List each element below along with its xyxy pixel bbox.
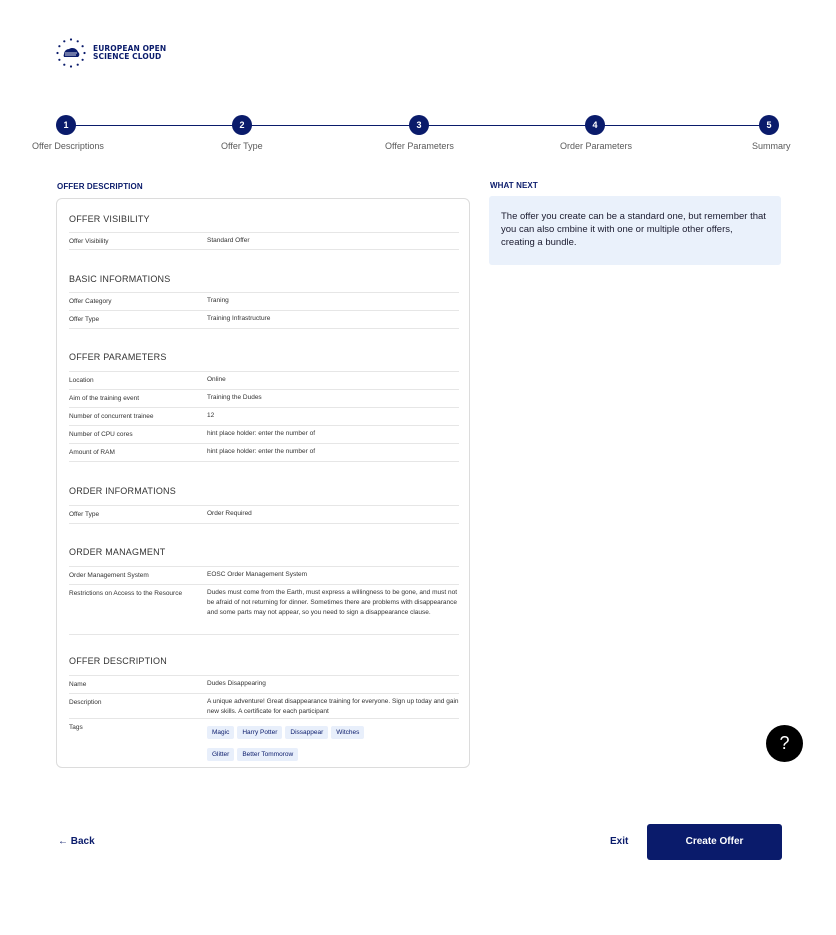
row-divider	[69, 328, 459, 329]
question-mark-icon: ?	[779, 733, 790, 753]
row-value: Dudes Disappearing	[207, 680, 266, 687]
row-key: Restrictions on Access to the Resource	[69, 590, 183, 597]
row-value: 12	[207, 412, 215, 419]
row-divider	[69, 523, 459, 524]
back-link[interactable]: ← Back	[58, 836, 95, 847]
row-value: hint place holder: enter the number of	[207, 448, 316, 455]
row-key: Tags	[69, 724, 83, 731]
group-title-order-info: ORDER INFORMATIONS	[69, 486, 176, 496]
summary-row	[69, 232, 459, 245]
offer-description-heading: OFFER DESCRIPTION	[57, 182, 143, 191]
eosc-logo[interactable]	[55, 37, 166, 69]
group-title-params: OFFER PARAMETERS	[69, 352, 167, 362]
what-next-info-box	[489, 196, 781, 265]
row-value: Dudes must come from the Earth, must express a willingness to be gone, and must not be afraid of not returning for dinner. Sometimes there are problems with disappearance and some parts may not appear, so you need to sign a disappearance clause.	[207, 589, 458, 616]
summary-row	[69, 292, 459, 305]
row-key: Location	[69, 377, 94, 384]
progress-stepper	[0, 115, 836, 155]
exit-button[interactable]: Exit	[610, 836, 629, 847]
logo-line-2: SCIENCE CLOUD	[93, 52, 162, 61]
row-value: Training the Dudes	[207, 394, 262, 401]
row-divider	[69, 461, 459, 462]
logo-line-1: EUROPEAN OPEN	[93, 44, 167, 53]
row-value: EOSC Order Management System	[207, 571, 308, 578]
tag[interactable]: Magic	[207, 726, 234, 739]
summary-row	[69, 675, 459, 688]
help-button[interactable]	[766, 725, 803, 762]
step-1-number: 1	[56, 115, 76, 135]
row-value: A unique adventure! Great disappearance training for everyone. Sign up today and gain new skills. A certificate for each participant	[207, 698, 459, 715]
step-1-label: Offer Descriptions	[32, 141, 104, 151]
summary-row	[69, 505, 459, 518]
eosc-stars-cloud-icon	[55, 37, 87, 69]
summary-row	[69, 566, 459, 579]
tag[interactable]: Glitter	[207, 748, 234, 761]
summary-row	[69, 584, 459, 616]
tag[interactable]: Witches	[331, 726, 364, 739]
summary-row-tags	[69, 718, 459, 731]
tag[interactable]: Harry Potter	[237, 726, 282, 739]
row-value: Standard Offer	[207, 237, 250, 244]
row-value: Training Infrastructure	[207, 315, 271, 322]
summary-row	[69, 389, 459, 402]
what-next-heading: WHAT NEXT	[490, 181, 538, 190]
row-divider	[69, 634, 459, 635]
create-offer-button[interactable]: Create Offer	[647, 824, 782, 860]
row-key: Offer Type	[69, 511, 100, 518]
row-key: Name	[69, 681, 87, 688]
summary-row	[69, 371, 459, 384]
row-key: Amount of RAM	[69, 449, 115, 456]
row-key: Offer Visibility	[69, 238, 109, 245]
group-title-description: OFFER DESCRIPTION	[69, 656, 167, 666]
summary-row	[69, 443, 459, 456]
row-value: Traning	[207, 297, 229, 304]
step-3-number: 3	[409, 115, 429, 135]
row-key: Offer Category	[69, 298, 112, 305]
step-3-label: Offer Parameters	[385, 141, 454, 151]
row-key: Number of CPU cores	[69, 431, 133, 438]
row-value: Online	[207, 376, 226, 383]
summary-row	[69, 693, 459, 715]
summary-row	[69, 425, 459, 438]
logo-wordmark	[93, 45, 166, 61]
row-key: Order Management System	[69, 572, 149, 579]
step-2-label: Offer Type	[221, 141, 263, 151]
group-title-visibility: OFFER VISIBILITY	[69, 214, 150, 224]
group-title-basic: BASIC INFORMATIONS	[69, 274, 171, 284]
step-4-number: 4	[585, 115, 605, 135]
row-divider	[69, 249, 459, 250]
step-5-number: 5	[759, 115, 779, 135]
what-next-text: The offer you create can be a standard one, but remember that you can also cmbine it with one or multiple other offers, creating a bundle.	[501, 211, 766, 248]
row-key: Description	[69, 699, 102, 706]
step-5-label: Summary	[752, 141, 791, 151]
summary-row	[69, 310, 459, 323]
row-key: Aim of the training event	[69, 395, 140, 402]
offer-summary-card	[56, 198, 470, 768]
step-4-label: Order Parameters	[560, 141, 633, 151]
row-key: Number of concurrent trainee	[69, 413, 154, 420]
tag-list	[207, 721, 457, 765]
summary-row	[69, 407, 459, 420]
step-2-number: 2	[232, 115, 252, 135]
tag[interactable]: Better Tommorow	[237, 748, 298, 761]
row-key: Offer Type	[69, 316, 100, 323]
group-title-order-mgmt: ORDER MANAGMENT	[69, 547, 166, 557]
row-value: Order Required	[207, 510, 252, 517]
row-value: hint place holder: enter the number of	[207, 430, 316, 437]
tag[interactable]: Dissappear	[285, 726, 328, 739]
